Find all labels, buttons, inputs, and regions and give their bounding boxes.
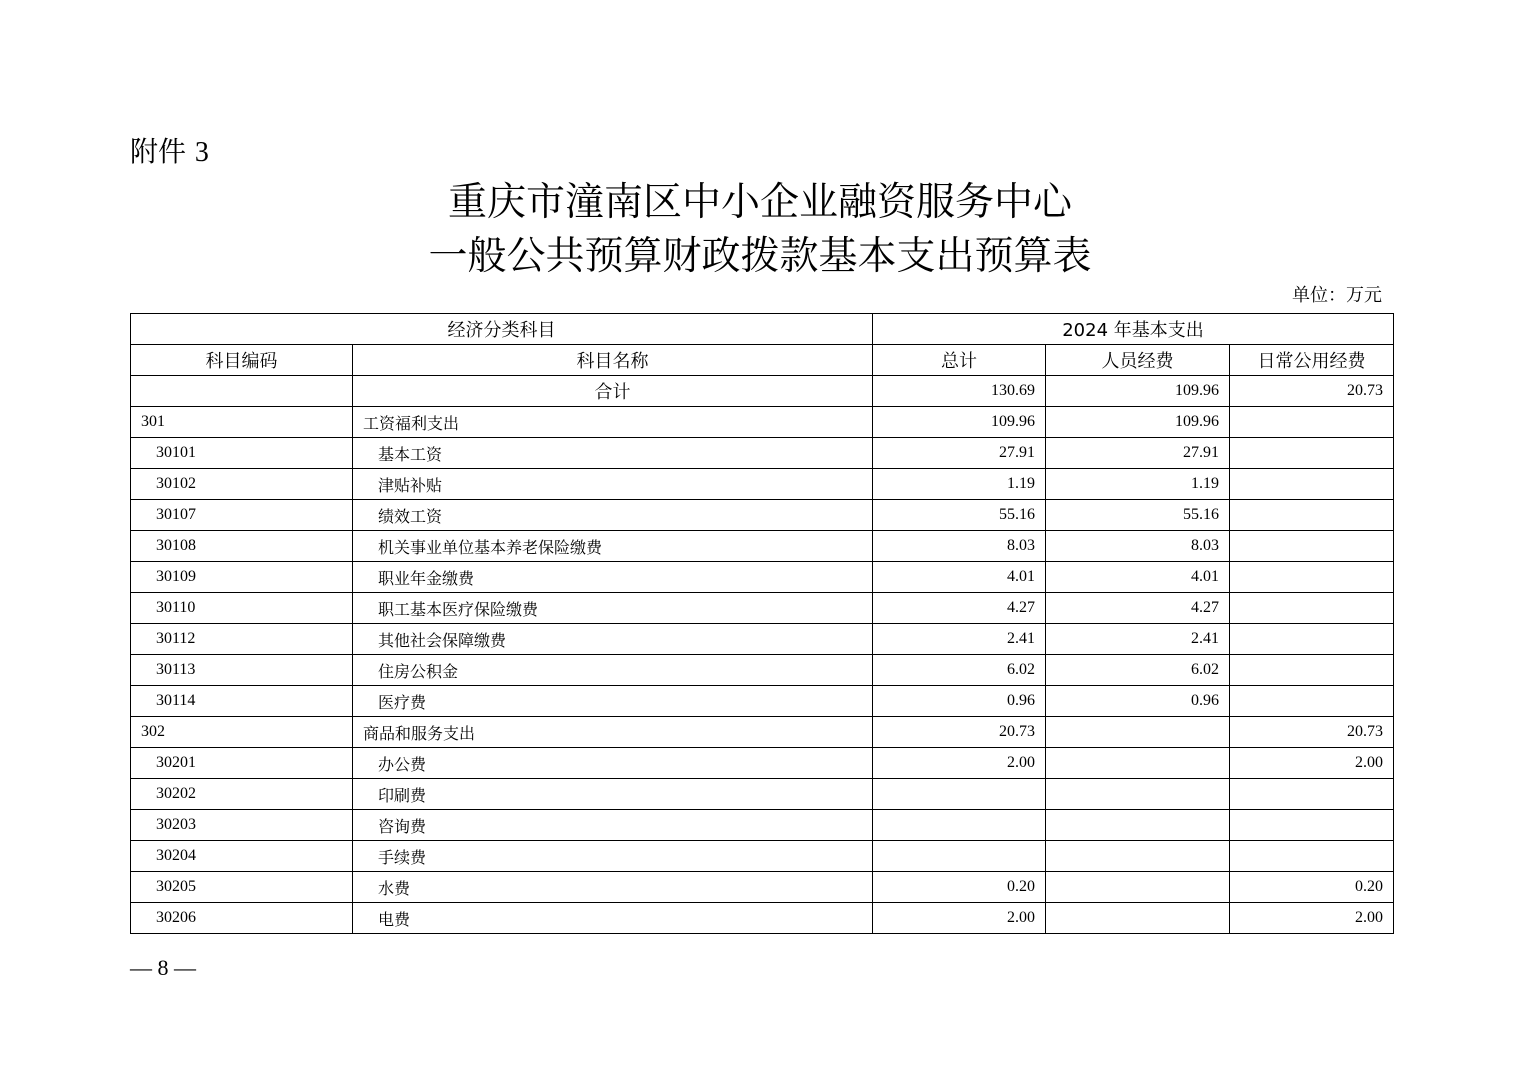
cell-personnel: 2.41 xyxy=(1046,624,1230,655)
attachment-label xyxy=(130,134,209,171)
attachment-number: 3 xyxy=(194,137,209,168)
cell-public: 0.20 xyxy=(1230,872,1394,903)
cell-code: 30202 xyxy=(131,779,353,810)
cell-total: 1.19 xyxy=(873,469,1046,500)
cell-code: 302 xyxy=(131,717,353,748)
cell-public: 2.00 xyxy=(1230,748,1394,779)
cell-total xyxy=(873,810,1046,841)
column-header-row xyxy=(131,345,1394,376)
header-personnel: 人员经费 xyxy=(1046,345,1230,376)
cell-personnel: 8.03 xyxy=(1046,531,1230,562)
cell-name: 职业年金缴费 xyxy=(353,562,873,593)
cell-code: 301 xyxy=(131,407,353,438)
cell-name: 电费 xyxy=(353,903,873,934)
cell-total: 8.03 xyxy=(873,531,1046,562)
table-row xyxy=(131,407,1394,438)
header-name: 科目名称 xyxy=(353,345,873,376)
table-row xyxy=(131,531,1394,562)
cell-personnel xyxy=(1046,779,1230,810)
cell-public: 20.73 xyxy=(1230,376,1394,407)
table-row xyxy=(131,686,1394,717)
cell-personnel xyxy=(1046,717,1230,748)
table-row xyxy=(131,562,1394,593)
cell-public xyxy=(1230,655,1394,686)
cell-total: 0.96 xyxy=(873,686,1046,717)
table-row xyxy=(131,779,1394,810)
cell-code: 30107 xyxy=(131,500,353,531)
cell-name: 其他社会保障缴费 xyxy=(353,624,873,655)
cell-total: 4.01 xyxy=(873,562,1046,593)
header-total: 总计 xyxy=(873,345,1046,376)
table-row xyxy=(131,655,1394,686)
cell-name: 绩效工资 xyxy=(353,500,873,531)
cell-total xyxy=(873,841,1046,872)
cell-code: 30109 xyxy=(131,562,353,593)
cell-name: 印刷费 xyxy=(353,779,873,810)
cell-personnel xyxy=(1046,841,1230,872)
cell-public xyxy=(1230,469,1394,500)
cell-total xyxy=(873,779,1046,810)
cell-personnel: 27.91 xyxy=(1046,438,1230,469)
table-row xyxy=(131,438,1394,469)
header-code: 科目编码 xyxy=(131,345,353,376)
cell-code: 30110 xyxy=(131,593,353,624)
cell-personnel xyxy=(1046,872,1230,903)
table-row xyxy=(131,624,1394,655)
cell-public xyxy=(1230,562,1394,593)
cell-total: 2.00 xyxy=(873,748,1046,779)
cell-name: 手续费 xyxy=(353,841,873,872)
cell-personnel: 4.27 xyxy=(1046,593,1230,624)
cell-public: 2.00 xyxy=(1230,903,1394,934)
cell-name: 合计 xyxy=(353,376,873,407)
cell-personnel: 0.96 xyxy=(1046,686,1230,717)
cell-code: 30102 xyxy=(131,469,353,500)
cell-total: 20.73 xyxy=(873,717,1046,748)
cell-total: 6.02 xyxy=(873,655,1046,686)
cell-total: 2.41 xyxy=(873,624,1046,655)
page-number: — 8 — xyxy=(130,955,196,980)
cell-total: 0.20 xyxy=(873,872,1046,903)
cell-code: 30112 xyxy=(131,624,353,655)
cell-name: 工资福利支出 xyxy=(353,407,873,438)
cell-code: 30113 xyxy=(131,655,353,686)
attachment-text: 附件 xyxy=(130,135,187,168)
table-row xyxy=(131,376,1394,407)
cell-personnel xyxy=(1046,903,1230,934)
cell-name: 津贴补贴 xyxy=(353,469,873,500)
cell-code xyxy=(131,376,353,407)
cell-total: 109.96 xyxy=(873,407,1046,438)
table-row xyxy=(131,717,1394,748)
table-row xyxy=(131,748,1394,779)
cell-public xyxy=(1230,438,1394,469)
budget-table xyxy=(130,313,1394,934)
cell-total: 130.69 xyxy=(873,376,1046,407)
cell-name: 基本工资 xyxy=(353,438,873,469)
table-row xyxy=(131,903,1394,934)
table-row xyxy=(131,500,1394,531)
title-line-1: 重庆市潼南区中小企业融资服务中心 xyxy=(447,180,1072,225)
cell-personnel: 55.16 xyxy=(1046,500,1230,531)
cell-code: 30203 xyxy=(131,810,353,841)
header-public: 日常公用经费 xyxy=(1230,345,1394,376)
table-row xyxy=(131,469,1394,500)
cell-name: 医疗费 xyxy=(353,686,873,717)
header-basic-expenditure: 2024 年基本支出 xyxy=(873,314,1394,345)
cell-total: 2.00 xyxy=(873,903,1046,934)
cell-code: 30204 xyxy=(131,841,353,872)
cell-name: 机关事业单位基本养老保险缴费 xyxy=(353,531,873,562)
cell-public xyxy=(1230,841,1394,872)
cell-name: 咨询费 xyxy=(353,810,873,841)
unit-label: 单位：万元 xyxy=(1292,285,1382,306)
cell-public xyxy=(1230,531,1394,562)
cell-public xyxy=(1230,810,1394,841)
cell-code: 30108 xyxy=(131,531,353,562)
cell-personnel: 6.02 xyxy=(1046,655,1230,686)
cell-code: 30205 xyxy=(131,872,353,903)
group-header-row xyxy=(131,314,1394,345)
cell-public: 20.73 xyxy=(1230,717,1394,748)
cell-name: 办公费 xyxy=(353,748,873,779)
table-row xyxy=(131,593,1394,624)
cell-personnel: 109.96 xyxy=(1046,407,1230,438)
cell-name: 住房公积金 xyxy=(353,655,873,686)
cell-personnel: 1.19 xyxy=(1046,469,1230,500)
header-economic-classification: 经济分类科目 xyxy=(131,314,873,345)
cell-code: 30101 xyxy=(131,438,353,469)
cell-total: 55.16 xyxy=(873,500,1046,531)
cell-public xyxy=(1230,624,1394,655)
cell-name: 职工基本医疗保险缴费 xyxy=(353,593,873,624)
cell-total: 27.91 xyxy=(873,438,1046,469)
cell-public xyxy=(1230,779,1394,810)
cell-personnel xyxy=(1046,748,1230,779)
cell-code: 30206 xyxy=(131,903,353,934)
table-row xyxy=(131,872,1394,903)
cell-personnel: 109.96 xyxy=(1046,376,1230,407)
cell-public xyxy=(1230,407,1394,438)
cell-total: 4.27 xyxy=(873,593,1046,624)
title-line-2: 一般公共预算财政拨款基本支出预算表 xyxy=(428,234,1092,279)
cell-name: 水费 xyxy=(353,872,873,903)
table-row xyxy=(131,810,1394,841)
cell-public xyxy=(1230,500,1394,531)
cell-personnel xyxy=(1046,810,1230,841)
cell-code: 30114 xyxy=(131,686,353,717)
table-row xyxy=(131,841,1394,872)
cell-public xyxy=(1230,686,1394,717)
cell-public xyxy=(1230,593,1394,624)
cell-name: 商品和服务支出 xyxy=(353,717,873,748)
cell-code: 30201 xyxy=(131,748,353,779)
cell-personnel: 4.01 xyxy=(1046,562,1230,593)
